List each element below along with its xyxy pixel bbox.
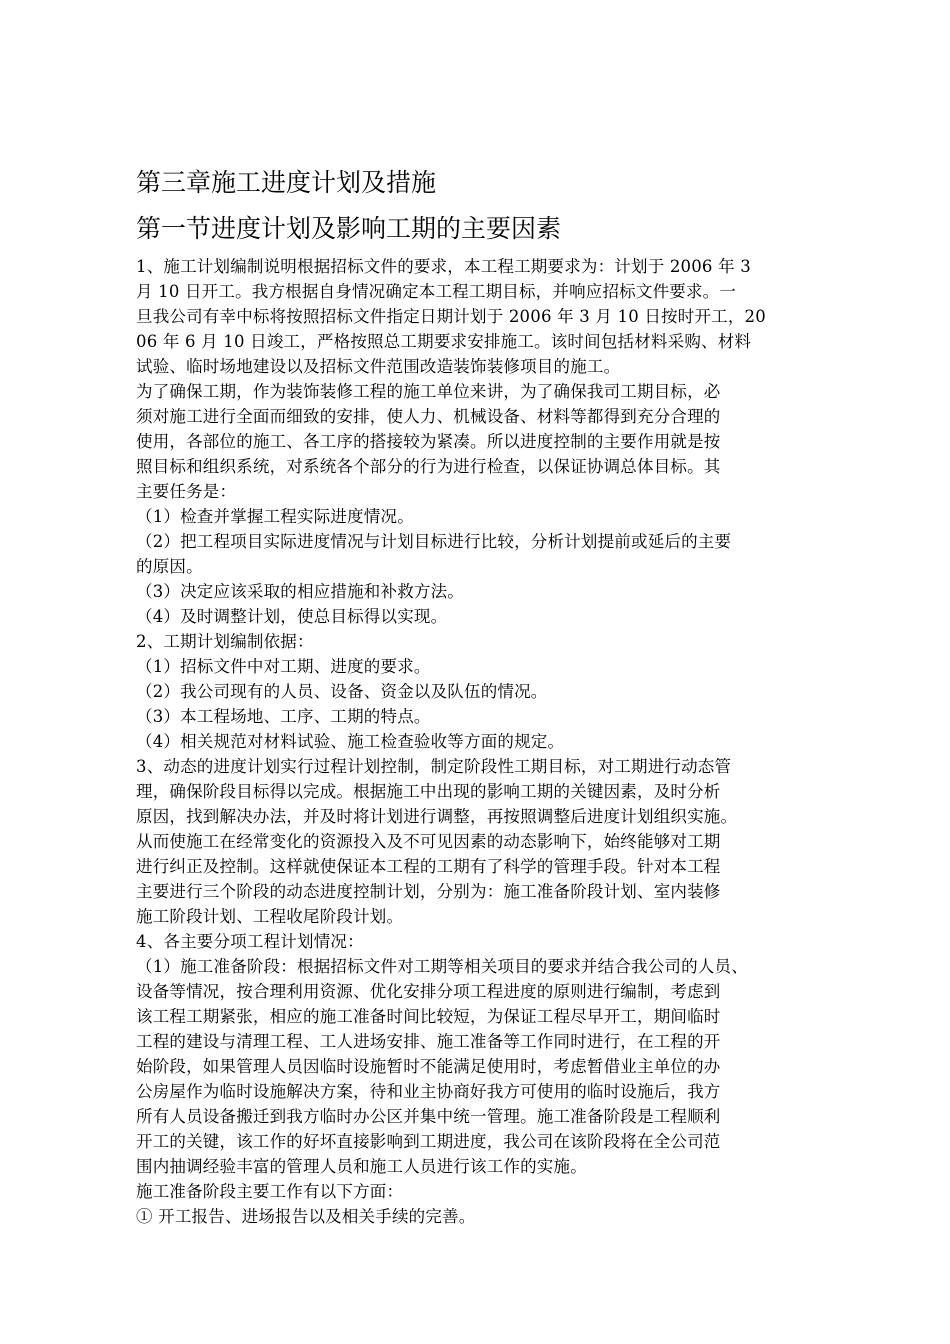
text-line: 1、施工计划编制说明根据招标文件的要求，本工程工期要求为：计划于 2006 年 3 — [136, 257, 751, 276]
text-line: 须对施工进行全面而细致的安排，使人力、机械设备、材料等都得到充分合理的 — [136, 407, 721, 426]
text-line: （4）相关规范对材料试验、施工检查验收等方面的规定。 — [136, 732, 565, 751]
text-line: 3、动态的进度计划实行过程计划控制，制定阶段性工期目标，对工期进行动态管 — [136, 757, 732, 776]
text-line: 公房屋作为临时设施解决方案，待和业主协商好我方可使用的临时设施后，我方 — [136, 1082, 721, 1101]
text-line: （1）招标文件中对工期、进度的要求。 — [136, 657, 431, 676]
body-text — [136, 254, 826, 1229]
text-line: （3）决定应该采取的相应措施和补救方法。 — [136, 582, 464, 601]
text-line: 围内抽调经验丰富的管理人员和施工人员进行该工作的实施。 — [136, 1157, 587, 1176]
text-line: 4、各主要分项工程计划情况： — [136, 932, 364, 951]
text-line: ① 开工报告、进场报告以及相关手续的完善。 — [136, 1207, 476, 1226]
text-line: 月 10 日开工。我方根据自身情况确定本工程工期目标，并响应招标文件要求。一 — [136, 282, 737, 301]
text-line: （1）施工准备阶段：根据招标文件对工期等相关项目的要求并结合我公司的人员、 — [136, 957, 748, 976]
text-line: 原因，找到解决办法，并及时将计划进行调整，再按照调整后进度计划组织实施。 — [136, 807, 738, 826]
text-line: 主要任务是： — [136, 482, 237, 501]
document-content — [136, 166, 826, 1229]
text-line: 该工程工期紧张，相应的施工准备时间比较短，为保证工程尽早开工，期间临时 — [136, 1007, 721, 1026]
text-line: 的原因。 — [136, 557, 203, 576]
text-line: 工程的建设与清理工程、工人进场安排、施工准备等工作同时进行，在工程的开 — [136, 1032, 721, 1051]
text-line: 设备等情况，按合理利用资源、优化安排分项工程进度的原则进行编制，考虑到 — [136, 982, 721, 1001]
text-line: 开工的关键，该工作的好坏直接影响到工期进度，我公司在该阶段将在全公司范 — [136, 1132, 721, 1151]
text-line: 试验、临时场地建设以及招标文件范围改造装饰装修项目的施工。 — [136, 357, 621, 376]
text-line: 施工阶段计划、工程收尾阶段计划。 — [136, 907, 404, 926]
text-line: （3）本工程场地、工序、工期的特点。 — [136, 707, 431, 726]
text-line: （4）及时调整计划，使总目标得以实现。 — [136, 607, 448, 626]
text-line: 始阶段，如果管理人员因临时设施暂时不能满足使用时，考虑暂借业主单位的办 — [136, 1057, 721, 1076]
text-line: 照目标和组织系统，对系统各个部分的行为进行检查，以保证协调总体目标。其 — [136, 457, 721, 476]
text-line: 理，确保阶段目标得以完成。根据施工中出现的影响工期的关键因素，及时分析 — [136, 782, 721, 801]
text-line: 所有人员设备搬迁到我方临时办公区并集中统一管理。施工准备阶段是工程顺利 — [136, 1107, 721, 1126]
text-line: 从而使施工在经常变化的资源投入及不可见因素的动态影响下，始终能够对工期 — [136, 832, 721, 851]
chapter-title: 第三章施工进度计划及措施 — [136, 168, 437, 197]
text-line: 进行纠正及控制。这样就使保证本工程的工期有了科学的管理手段。针对本工程 — [136, 857, 721, 876]
text-line: （2）我公司现有的人员、设备、资金以及队伍的情况。 — [136, 682, 548, 701]
text-line: 为了确保工期，作为装饰装修工程的施工单位来讲，为了确保我司工期目标，必 — [136, 382, 721, 401]
text-line: 主要进行三个阶段的动态进度控制计划，分别为：施工准备阶段计划、室内装修 — [136, 882, 721, 901]
text-line: 旦我公司有幸中标将按照招标文件指定日期计划于 2006 年 3 月 10 日按时开工，20 — [136, 307, 766, 326]
section-title: 第一节进度计划及影响工期的主要因素 — [136, 214, 562, 243]
text-line: （2）把工程项目实际进度情况与计划目标进行比较，分析计划提前或延后的主要 — [136, 532, 732, 551]
text-line: 使用，各部位的施工、各工序的搭接较为紧凑。所以进度控制的主要作用就是按 — [136, 432, 721, 451]
text-line: 2、工期计划编制依据： — [136, 632, 314, 651]
text-line: 06 年 6 月 10 日竣工，严格按照总工期要求安排施工。该时间包括材料采购、材料 — [136, 332, 752, 351]
text-line: 施工准备阶段主要工作有以下方面： — [136, 1182, 404, 1201]
text-line: （1）检查并掌握工程实际进度情况。 — [136, 507, 414, 526]
